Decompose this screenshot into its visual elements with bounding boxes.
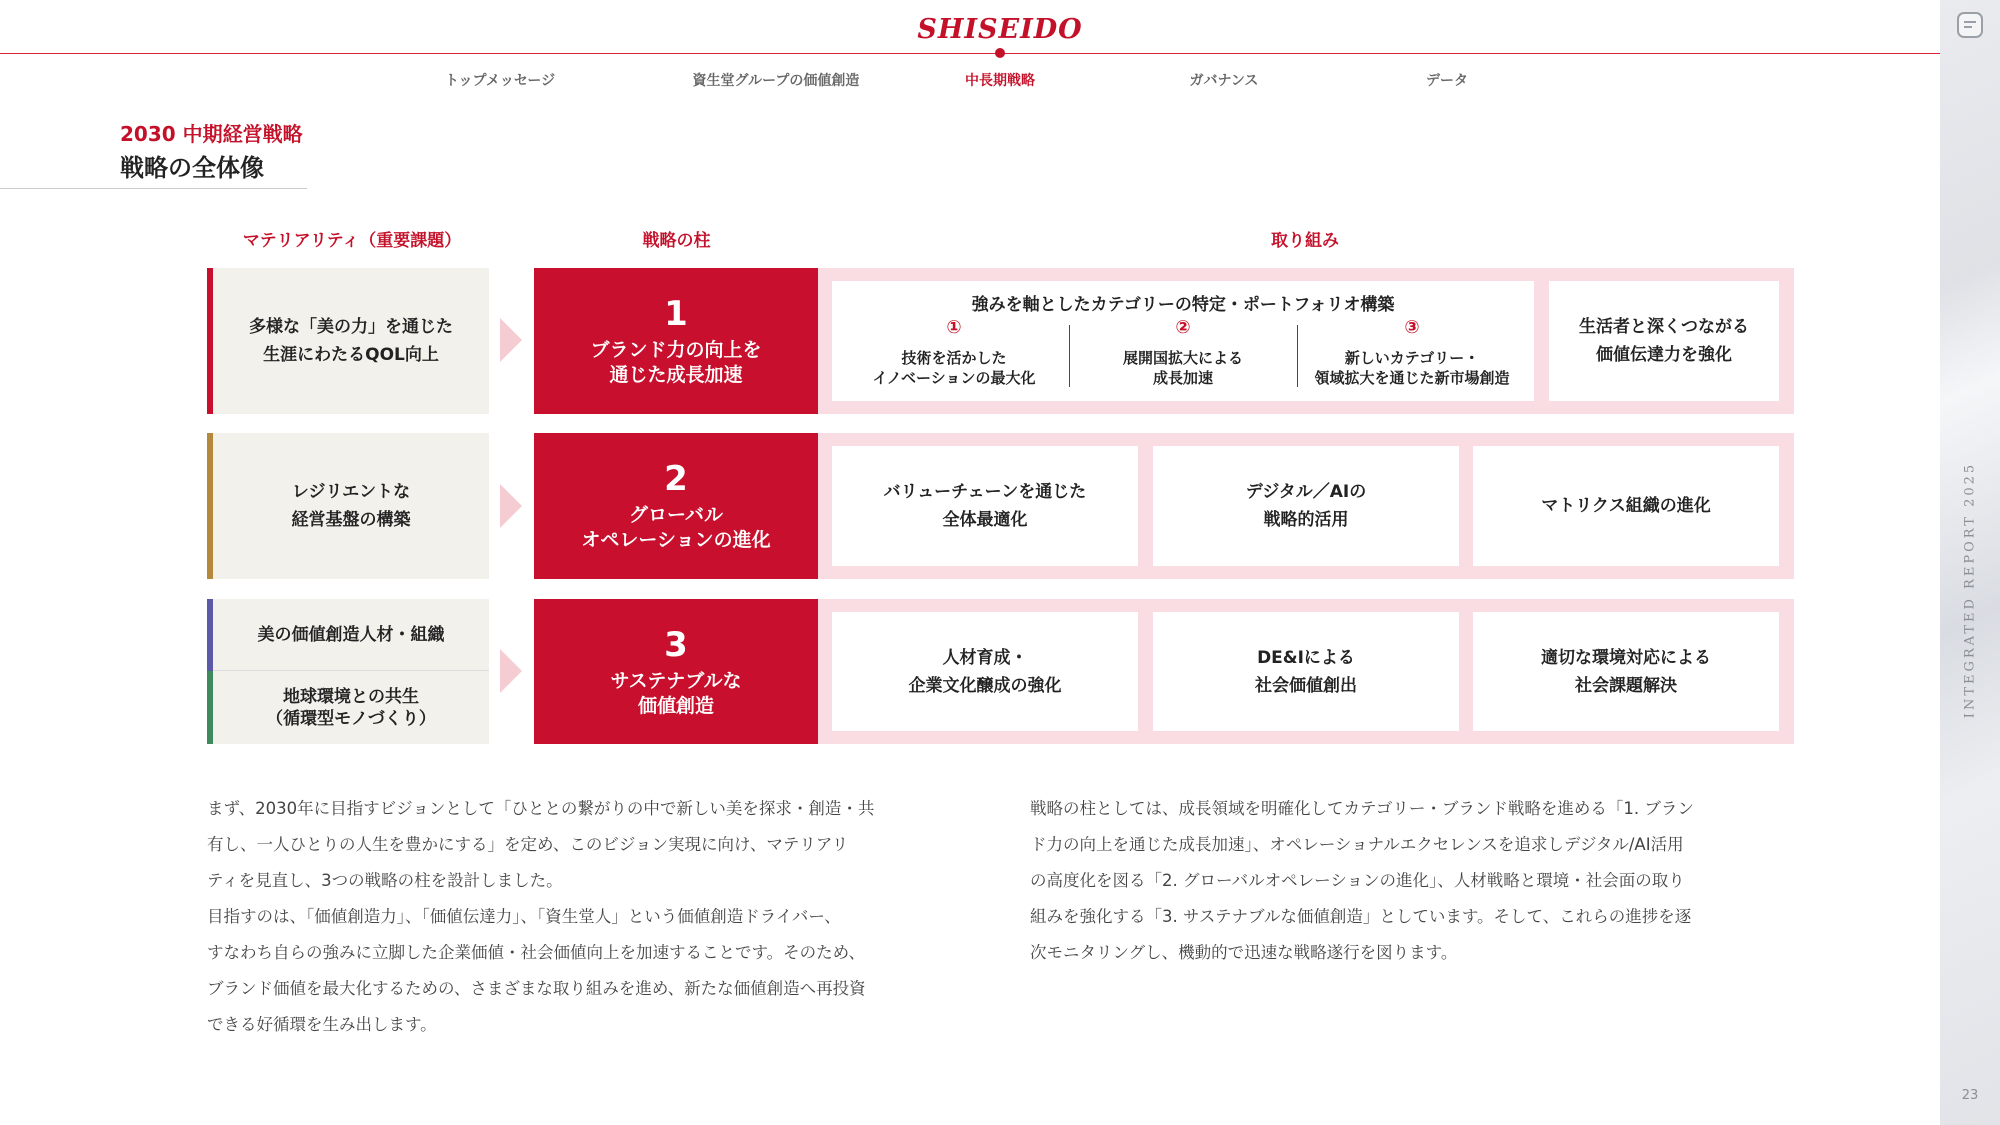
sub-initiative-3: 新しいカテゴリー・ 領域拡大を通じた新市場創造 bbox=[1314, 349, 1510, 387]
section-subtitle: 2030 中期経営戦略 bbox=[120, 122, 303, 146]
column-header-pillars: 戦略の柱 bbox=[642, 231, 711, 251]
page-number: 23 bbox=[1961, 1088, 1979, 1103]
title-underline bbox=[0, 188, 307, 189]
initiative-card-dei: DE&Iによる 社会価値創出 bbox=[1153, 612, 1459, 731]
header-divider bbox=[0, 53, 1940, 54]
initiative-card-digital-ai: デジタル／AIの 戦略的活用 bbox=[1153, 446, 1459, 566]
body-text-left: まず、2030年に目指すビジョンとして「ひととの繋がりの中で新しい美を探求・創造・共 有し、一人ひとりの人生を豊かにする」を定め、このビジョン実現に向け、マテリアリ ティを見直し、3つの戦略の柱を設計しました。 目指すのは、「価値創造力」、「価値伝達力」、「資生堂人」という価値創造ドライバー、 すなわち自らの強みに立脚した企業価値・社会価値向上を加速することです。そのため、 ブランド価値を最大化するための、さまざまな取り組みを進め、新たな価値創造へ再投資 できる好循環を生み出します。 bbox=[207, 799, 875, 1034]
pillar-1: 1 ブランド力の向上を 通じた成長加速 bbox=[534, 268, 818, 414]
nav-data[interactable]: データ bbox=[1426, 73, 1468, 89]
materiality-box-3a: 美の価値創造人材・組織 bbox=[213, 599, 489, 671]
circle-two-mark: ② bbox=[1175, 317, 1191, 338]
active-indicator-dot bbox=[995, 48, 1005, 58]
materiality-box-2: レジリエントな 経営基盤の構築 bbox=[213, 433, 489, 579]
nav-mid-long-term-strategy[interactable]: 中長期戦略 bbox=[965, 73, 1035, 89]
shiseido-logo[interactable]: SHISEIDO bbox=[917, 14, 1083, 45]
circle-three-mark: ③ bbox=[1404, 317, 1420, 338]
chevron-right-icon bbox=[500, 318, 522, 362]
chevron-right-icon bbox=[500, 484, 522, 528]
nav-value-creation[interactable]: 資生堂グループの価値創造 bbox=[692, 73, 860, 89]
initiative-card-matrix-org: マトリクス組織の進化 bbox=[1473, 446, 1779, 566]
column-header-materiality: マテリアリティ（重要課題） bbox=[242, 231, 462, 251]
menu-icon[interactable] bbox=[1957, 12, 1983, 38]
initiative-card-value-communication: 生活者と深くつながる 価値伝達力を強化 bbox=[1549, 281, 1779, 401]
report-vertical-label: INTEGRATED REPORT 2025 bbox=[1962, 461, 1978, 719]
sub-divider bbox=[1297, 325, 1298, 387]
sub-initiative-1: 技術を活かした イノベーションの最大化 bbox=[872, 349, 1036, 387]
nav-top-message[interactable]: トップメッセージ bbox=[444, 73, 556, 89]
materiality-box-1: 多様な「美の力」を通じた 生涯にわたるQOL向上 bbox=[213, 268, 489, 414]
page-title: 戦略の全体像 bbox=[120, 154, 264, 182]
initiative-card-talent: 人材育成・ 企業文化醸成の強化 bbox=[832, 612, 1138, 731]
sub-divider bbox=[1069, 325, 1070, 387]
chevron-right-icon bbox=[500, 649, 522, 693]
circle-one-mark: ① bbox=[946, 317, 962, 338]
body-text-right: 戦略の柱としては、成長領域を明確化してカテゴリー・ブランド戦略を進める「1. ブラン ド力の向上を通じた成長加速」、オペレーショナルエクセレンスを追求しデジタル/AI活用 の高度化を図る「2. グローバルオペレーションの進化」、人材戦略と環境・社会面の取り 組みを強化する「3. サステナブルな価値創造」としています。そして、これらの進捗を逐 次モニタリングし、機動的で迅速な戦略遂行を図ります。 bbox=[1030, 799, 1694, 962]
sub-initiative-2: 展開国拡大による 成長加速 bbox=[1122, 349, 1243, 387]
initiative-card-value-chain: バリューチェーンを通じた 全体最適化 bbox=[832, 446, 1138, 566]
pillar-2: 2 グローバル オペレーションの進化 bbox=[534, 433, 818, 579]
pillar-3: 3 サステナブルな 価値創造 bbox=[534, 599, 818, 744]
nav-governance[interactable]: ガバナンス bbox=[1189, 73, 1259, 89]
portfolio-initiative-title: 強みを軸としたカテゴリーの特定・ポートフォリオ構築 bbox=[971, 295, 1395, 315]
materiality-box-3b: 地球環境との共生 （循環型モノづくり） bbox=[213, 671, 489, 744]
column-header-initiatives: 取り組み bbox=[1271, 231, 1339, 251]
initiative-card-environment: 適切な環境対応による 社会課題解決 bbox=[1473, 612, 1779, 731]
